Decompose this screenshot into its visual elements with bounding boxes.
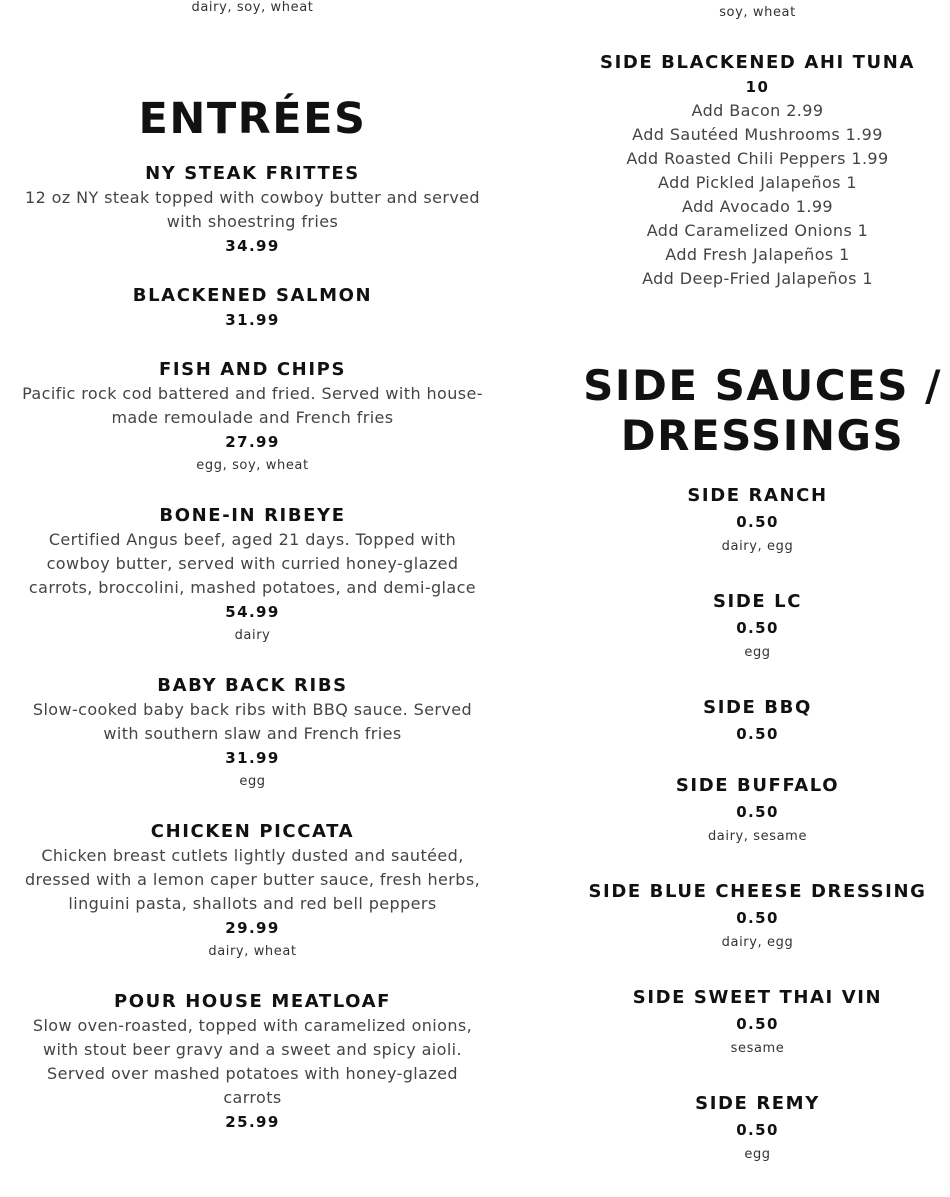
item-allergens: egg: [239, 774, 266, 789]
item-price: 31.99: [225, 311, 280, 329]
sauce-item: [580, 695, 935, 747]
item-price: 0.50: [736, 1015, 779, 1033]
sides-column: [580, 0, 942, 1197]
menu-item: [20, 504, 485, 648]
item-price: 31.99: [225, 749, 280, 767]
previous-item-allergens: dairy, soy, wheat: [191, 0, 314, 15]
item-allergens: sesame: [730, 1041, 785, 1056]
menu-item: [20, 820, 485, 964]
item-price: 0.50: [736, 803, 779, 821]
addon-item: Add Bacon 2.99: [691, 101, 824, 120]
item-price: 0.50: [736, 619, 779, 637]
addon-item: Add Deep-Fried Jalapeños 1: [642, 269, 873, 288]
item-allergens: dairy, egg: [721, 539, 794, 554]
item-price: 29.99: [225, 919, 280, 937]
item-name: BLACKENED SALMON: [132, 285, 373, 306]
item-description: Chicken breast cutlets lightly dusted and sautéed, dressed with a lemon caper butter sauce, fresh herbs, linguini pasta, shallots and red bell peppers: [24, 846, 481, 913]
sauce-item: [580, 589, 935, 665]
menu-item: [20, 674, 485, 794]
item-price: 0.50: [736, 1121, 779, 1139]
previous-item-allergens: soy, wheat: [719, 5, 796, 20]
heading-line: DRESSINGS: [620, 411, 905, 460]
menu-item: [20, 358, 485, 478]
item-price: 0.50: [736, 909, 779, 927]
side-sauces-heading: [560, 361, 950, 461]
sauce-item: [580, 483, 935, 559]
item-price: 25.99: [225, 1113, 280, 1131]
sauce-item: [580, 773, 935, 849]
item-description: Pacific rock cod battered and fried. Served with house-made remoulade and French fries: [22, 384, 483, 427]
item-description: 12 oz NY steak topped with cowboy butter and served with shoestring fries: [25, 188, 480, 231]
item-name: SIDE BBQ: [703, 697, 812, 718]
item-name: SIDE BLACKENED AHI TUNA: [600, 52, 915, 73]
menu-item-tuna: [580, 51, 935, 291]
item-price: 54.99: [225, 603, 280, 621]
item-allergens: dairy: [234, 628, 271, 643]
item-name: BABY BACK RIBS: [157, 675, 348, 696]
menu-item: [20, 284, 485, 332]
item-description: Certified Angus beef, aged 21 days. Topped with cowboy butter, served with curried honey-glazed carrots, broccolini, mashed potatoes, and demi-glace: [28, 530, 477, 597]
item-name: SIDE RANCH: [687, 485, 828, 506]
item-description: Slow-cooked baby back ribs with BBQ sauce. Served with southern slaw and French fries: [32, 700, 473, 743]
heading-line: SIDE SAUCES /: [583, 361, 942, 410]
item-name: NY STEAK FRITTES: [145, 163, 360, 184]
item-allergens: dairy, sesame: [707, 829, 808, 844]
item-name: SIDE SWEET THAI VIN: [632, 987, 883, 1008]
item-price: 0.50: [736, 725, 779, 743]
menu-item: [20, 162, 485, 258]
item-price: 34.99: [225, 237, 280, 255]
item-price: 27.99: [225, 433, 280, 451]
addon-list: [580, 99, 935, 291]
item-name: SIDE BLUE CHEESE DRESSING: [588, 881, 927, 902]
sauce-item: [580, 985, 935, 1061]
item-name: SIDE LC: [712, 591, 803, 612]
item-price: 10: [745, 78, 770, 96]
item-name: POUR HOUSE MEATLOAF: [113, 991, 392, 1012]
sauce-item: [580, 1091, 935, 1167]
entrees-column: [20, 0, 485, 1160]
item-allergens: dairy, wheat: [208, 944, 297, 959]
addon-item: Add Pickled Jalapeños 1: [658, 173, 857, 192]
item-allergens: egg: [744, 645, 771, 660]
item-name: BONE-IN RIBEYE: [159, 505, 346, 526]
addon-item: Add Sautéed Mushrooms 1.99: [632, 125, 883, 144]
item-name: SIDE BUFFALO: [675, 775, 840, 796]
item-price: 0.50: [736, 513, 779, 531]
entrees-heading: ENTRÉES: [138, 94, 367, 144]
item-description: Slow oven-roasted, topped with caramelized onions, with stout beer gravy and a sweet and spicy aioli. Served over mashed potatoes with honey-glazed carrots: [32, 1016, 473, 1107]
item-name: SIDE REMY: [695, 1093, 820, 1114]
item-allergens: dairy, egg: [721, 935, 794, 950]
addon-item: Add Roasted Chili Peppers 1.99: [626, 149, 889, 168]
item-name: FISH AND CHIPS: [158, 359, 347, 380]
sauce-item: [580, 879, 935, 955]
item-name: CHICKEN PICCATA: [150, 821, 355, 842]
addon-item: Add Caramelized Onions 1: [646, 221, 869, 240]
addon-item: Add Fresh Jalapeños 1: [665, 245, 850, 264]
menu-item: [20, 990, 485, 1134]
item-allergens: egg: [744, 1147, 771, 1162]
item-allergens: egg, soy, wheat: [196, 458, 309, 473]
addon-item: Add Avocado 1.99: [682, 197, 833, 216]
